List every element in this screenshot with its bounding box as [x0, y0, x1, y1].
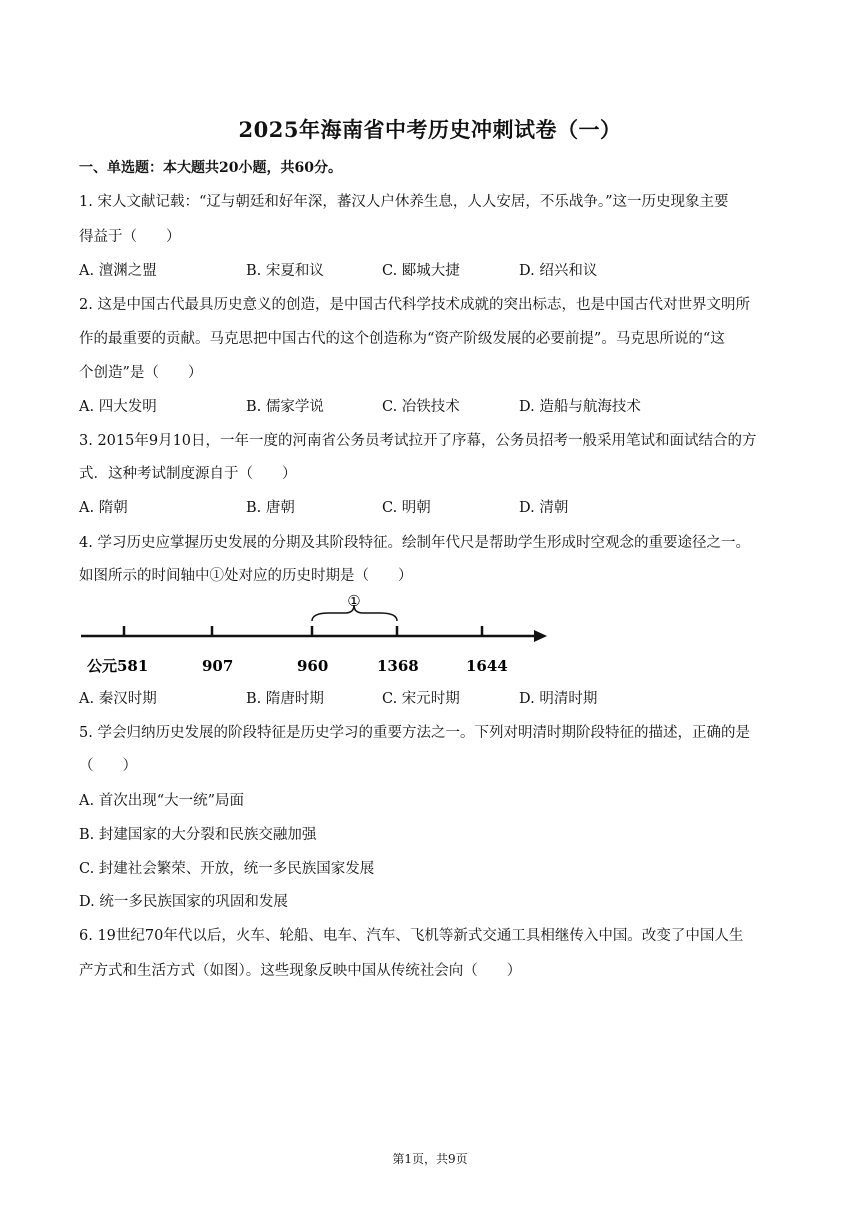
q2-stem-line: 2. 这是中国古代最具历史意义的创造，是中国古代科学技术成就的突出标志，也是中国古代对世界文明所 [79, 297, 750, 313]
q2-stem-line: 作的最重要的贡献。马克思把中国古代的这个创造称为“资产阶级发展的必要前提”。马克思所说的“这 [79, 331, 725, 347]
page-title: 2025年海南省中考历史冲刺试卷（一） [238, 117, 622, 142]
q5-option-b[interactable]: B. 封建国家的大分裂和民族交融加强 [79, 827, 317, 843]
q3-option-a[interactable]: A. 隋朝 [79, 500, 128, 516]
q2-stem-line: 个创造”是（ ） [79, 365, 203, 381]
page-footer: 第1页，共9页 [392, 1152, 468, 1166]
q4-option-a[interactable]: A. 秦汉时期 [79, 691, 157, 707]
q2-option-b[interactable]: B. 儒家学说 [246, 399, 324, 415]
timeline-label-1368: 1368 [377, 657, 419, 675]
q4-option-b[interactable]: B. 隋唐时期 [246, 691, 324, 707]
q2-option-d[interactable]: D. 造船与航海技术 [519, 399, 641, 415]
q3-options [79, 496, 779, 518]
timeline-marker: ① [347, 594, 361, 610]
q5-option-a[interactable]: A. 首次出现“大一统”局面 [79, 793, 245, 809]
timeline-label-907: 907 [202, 657, 234, 675]
timeline-label-1644: 1644 [466, 657, 508, 675]
q6-stem-line: 6. 19世纪70年代以后，火车、轮船、电车、汽车、飞机等新式交通工具相继传入中国。改变了中国人生 [79, 928, 744, 944]
q4-stem-line: 4. 学习历史应掌握历史发展的分期及其阶段特征。绘制年代尺是帮助学生形成时空观念的重要途径之一。 [79, 535, 750, 551]
q3-option-c[interactable]: C. 明朝 [382, 500, 431, 516]
q1-option-a[interactable]: A. 澶渊之盟 [79, 263, 157, 279]
section-heading: 一、单选题：本大题共20小题，共60分。 [79, 160, 342, 176]
q2-option-a[interactable]: A. 四大发明 [79, 399, 157, 415]
q1-option-b[interactable]: B. 宋夏和议 [246, 263, 324, 279]
q5-stem-line: 5. 学会归纳历史发展的阶段特征是历史学习的重要方法之一。下列对明清时期阶段特征的描述，正确的是 [79, 725, 750, 741]
q5-option-c[interactable]: C. 封建社会繁荣、开放，统一多民族国家发展 [79, 861, 375, 877]
q5-stem-line: （ ） [79, 758, 137, 774]
q5-option-d[interactable]: D. 统一多民族国家的巩固和发展 [79, 894, 288, 910]
q4-option-d[interactable]: D. 明清时期 [519, 691, 598, 707]
q2-option-c[interactable]: C. 冶铁技术 [382, 399, 460, 415]
q3-stem-line: 3. 2015年9月10日，一年一度的河南省公务员考试拉开了序幕，公务员招考一般采用笔试和面试结合的方 [79, 433, 757, 449]
q1-stem-line: 1. 宋人文献记载：“辽与朝廷和好年深，蕃汉人户休养生息，人人安居，不乐战争。”这一历史现象主要 [79, 194, 729, 210]
timeline-label-581: 公元581 [87, 657, 149, 675]
q4-options [79, 687, 779, 709]
q3-option-d[interactable]: D. 清朝 [519, 500, 569, 516]
q6-stem-line: 产方式和生活方式（如图）。这些现象反映中国从传统社会向（ ） [79, 963, 522, 979]
q3-option-b[interactable]: B. 唐朝 [246, 500, 295, 516]
q2-options [79, 395, 779, 417]
timeline-label-960: 960 [297, 657, 329, 675]
q4-option-c[interactable]: C. 宋元时期 [382, 691, 460, 707]
q1-options [79, 259, 779, 281]
q1-option-c[interactable]: C. 郾城大捷 [382, 263, 460, 279]
q3-stem-line: 式．这种考试制度源自于（ ） [79, 466, 297, 482]
q1-stem-line: 得益于（ ） [79, 229, 181, 245]
timeline-arrowhead [534, 630, 547, 642]
q4-stem-line: 如图所示的时间轴中①处对应的历史时期是（ ） [79, 568, 413, 584]
timeline-figure [79, 594, 559, 678]
q1-option-d[interactable]: D. 绍兴和议 [519, 263, 598, 279]
